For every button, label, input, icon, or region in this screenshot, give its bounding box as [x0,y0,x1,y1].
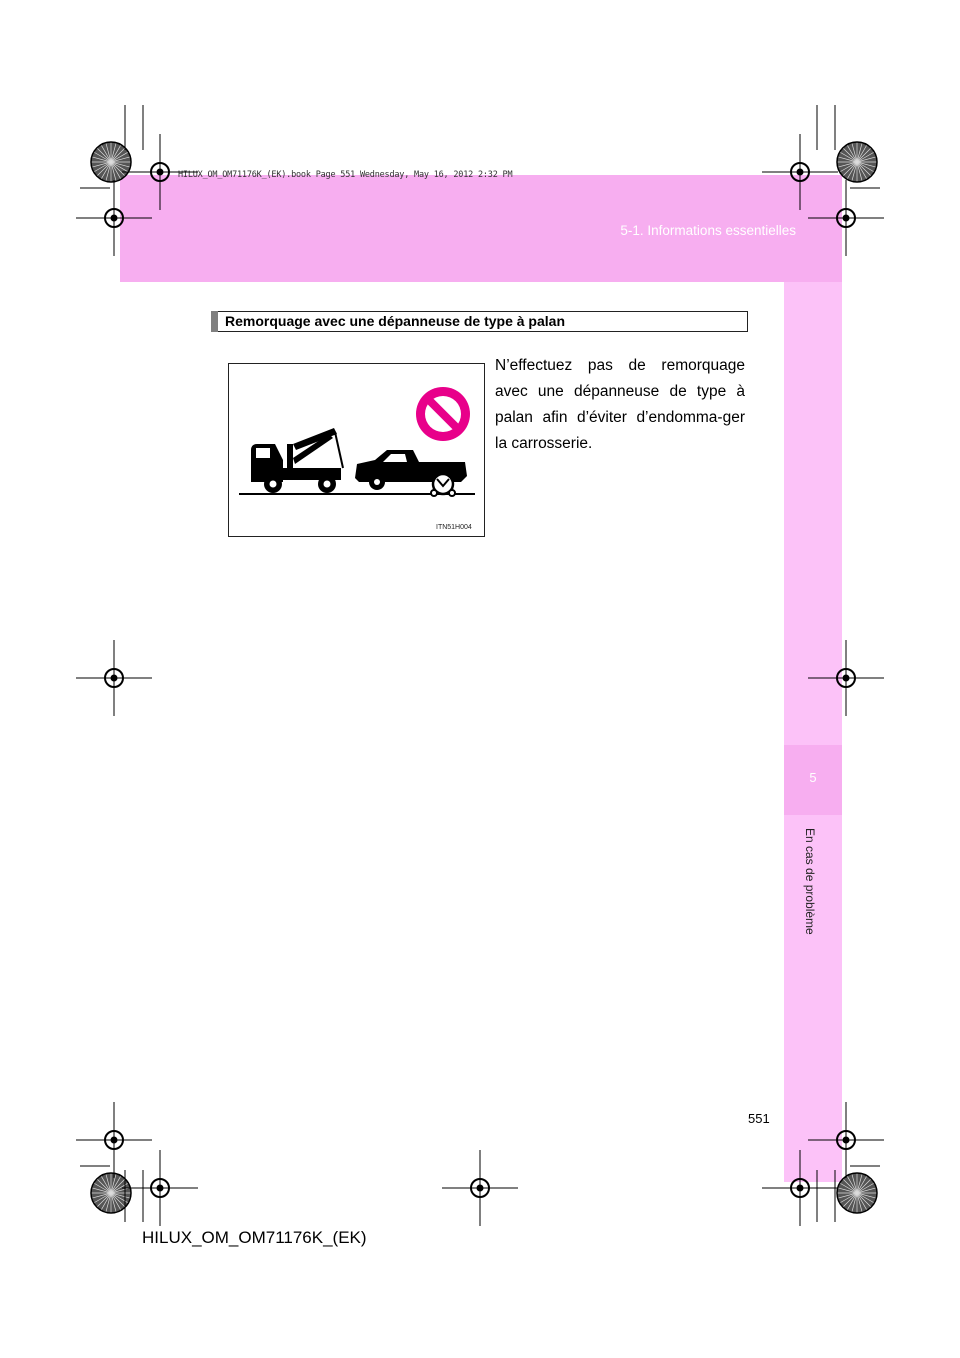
color-rosette-icon [837,142,877,182]
color-rosette-icon [91,1173,131,1213]
chapter-side-tab [784,282,842,1182]
body-paragraph: N’effectuez pas de remorquage avec une dépanneuse de type à palan afin d’éviter d’endomma-ger la carrosserie. [495,357,745,452]
color-rosette-icon [837,1173,877,1213]
crosshair-target-icon [471,1179,489,1197]
crosshair-target-icon [151,1179,169,1197]
section-heading: Remorquage avec une dépanneuse de type à palan [225,313,565,329]
chapter-number: 5 [809,770,817,785]
chapter-label: En cas de problème [803,828,817,935]
book-stamp: HILUX_OM_OM71176K_(EK).book Page 551 Wednesday, May 16, 2012 2:32 PM [178,170,513,180]
crosshair-target-icon [105,1131,123,1149]
crosshair-target-icon [105,669,123,687]
section-title: 5-1. Informations essentielles [620,223,796,238]
pickup-truck-icon [355,450,467,496]
document-id: HILUX_OM_OM71176K_(EK) [142,1228,367,1247]
prohibition-icon [416,387,470,441]
page-number: 551 [748,1111,770,1126]
section-heading-bar [211,311,218,332]
towing-illustration [228,363,485,537]
tow-truck-icon [251,428,343,493]
tow-truck-illustration [229,364,484,536]
illustration-code: ITN51H004 [436,524,472,531]
